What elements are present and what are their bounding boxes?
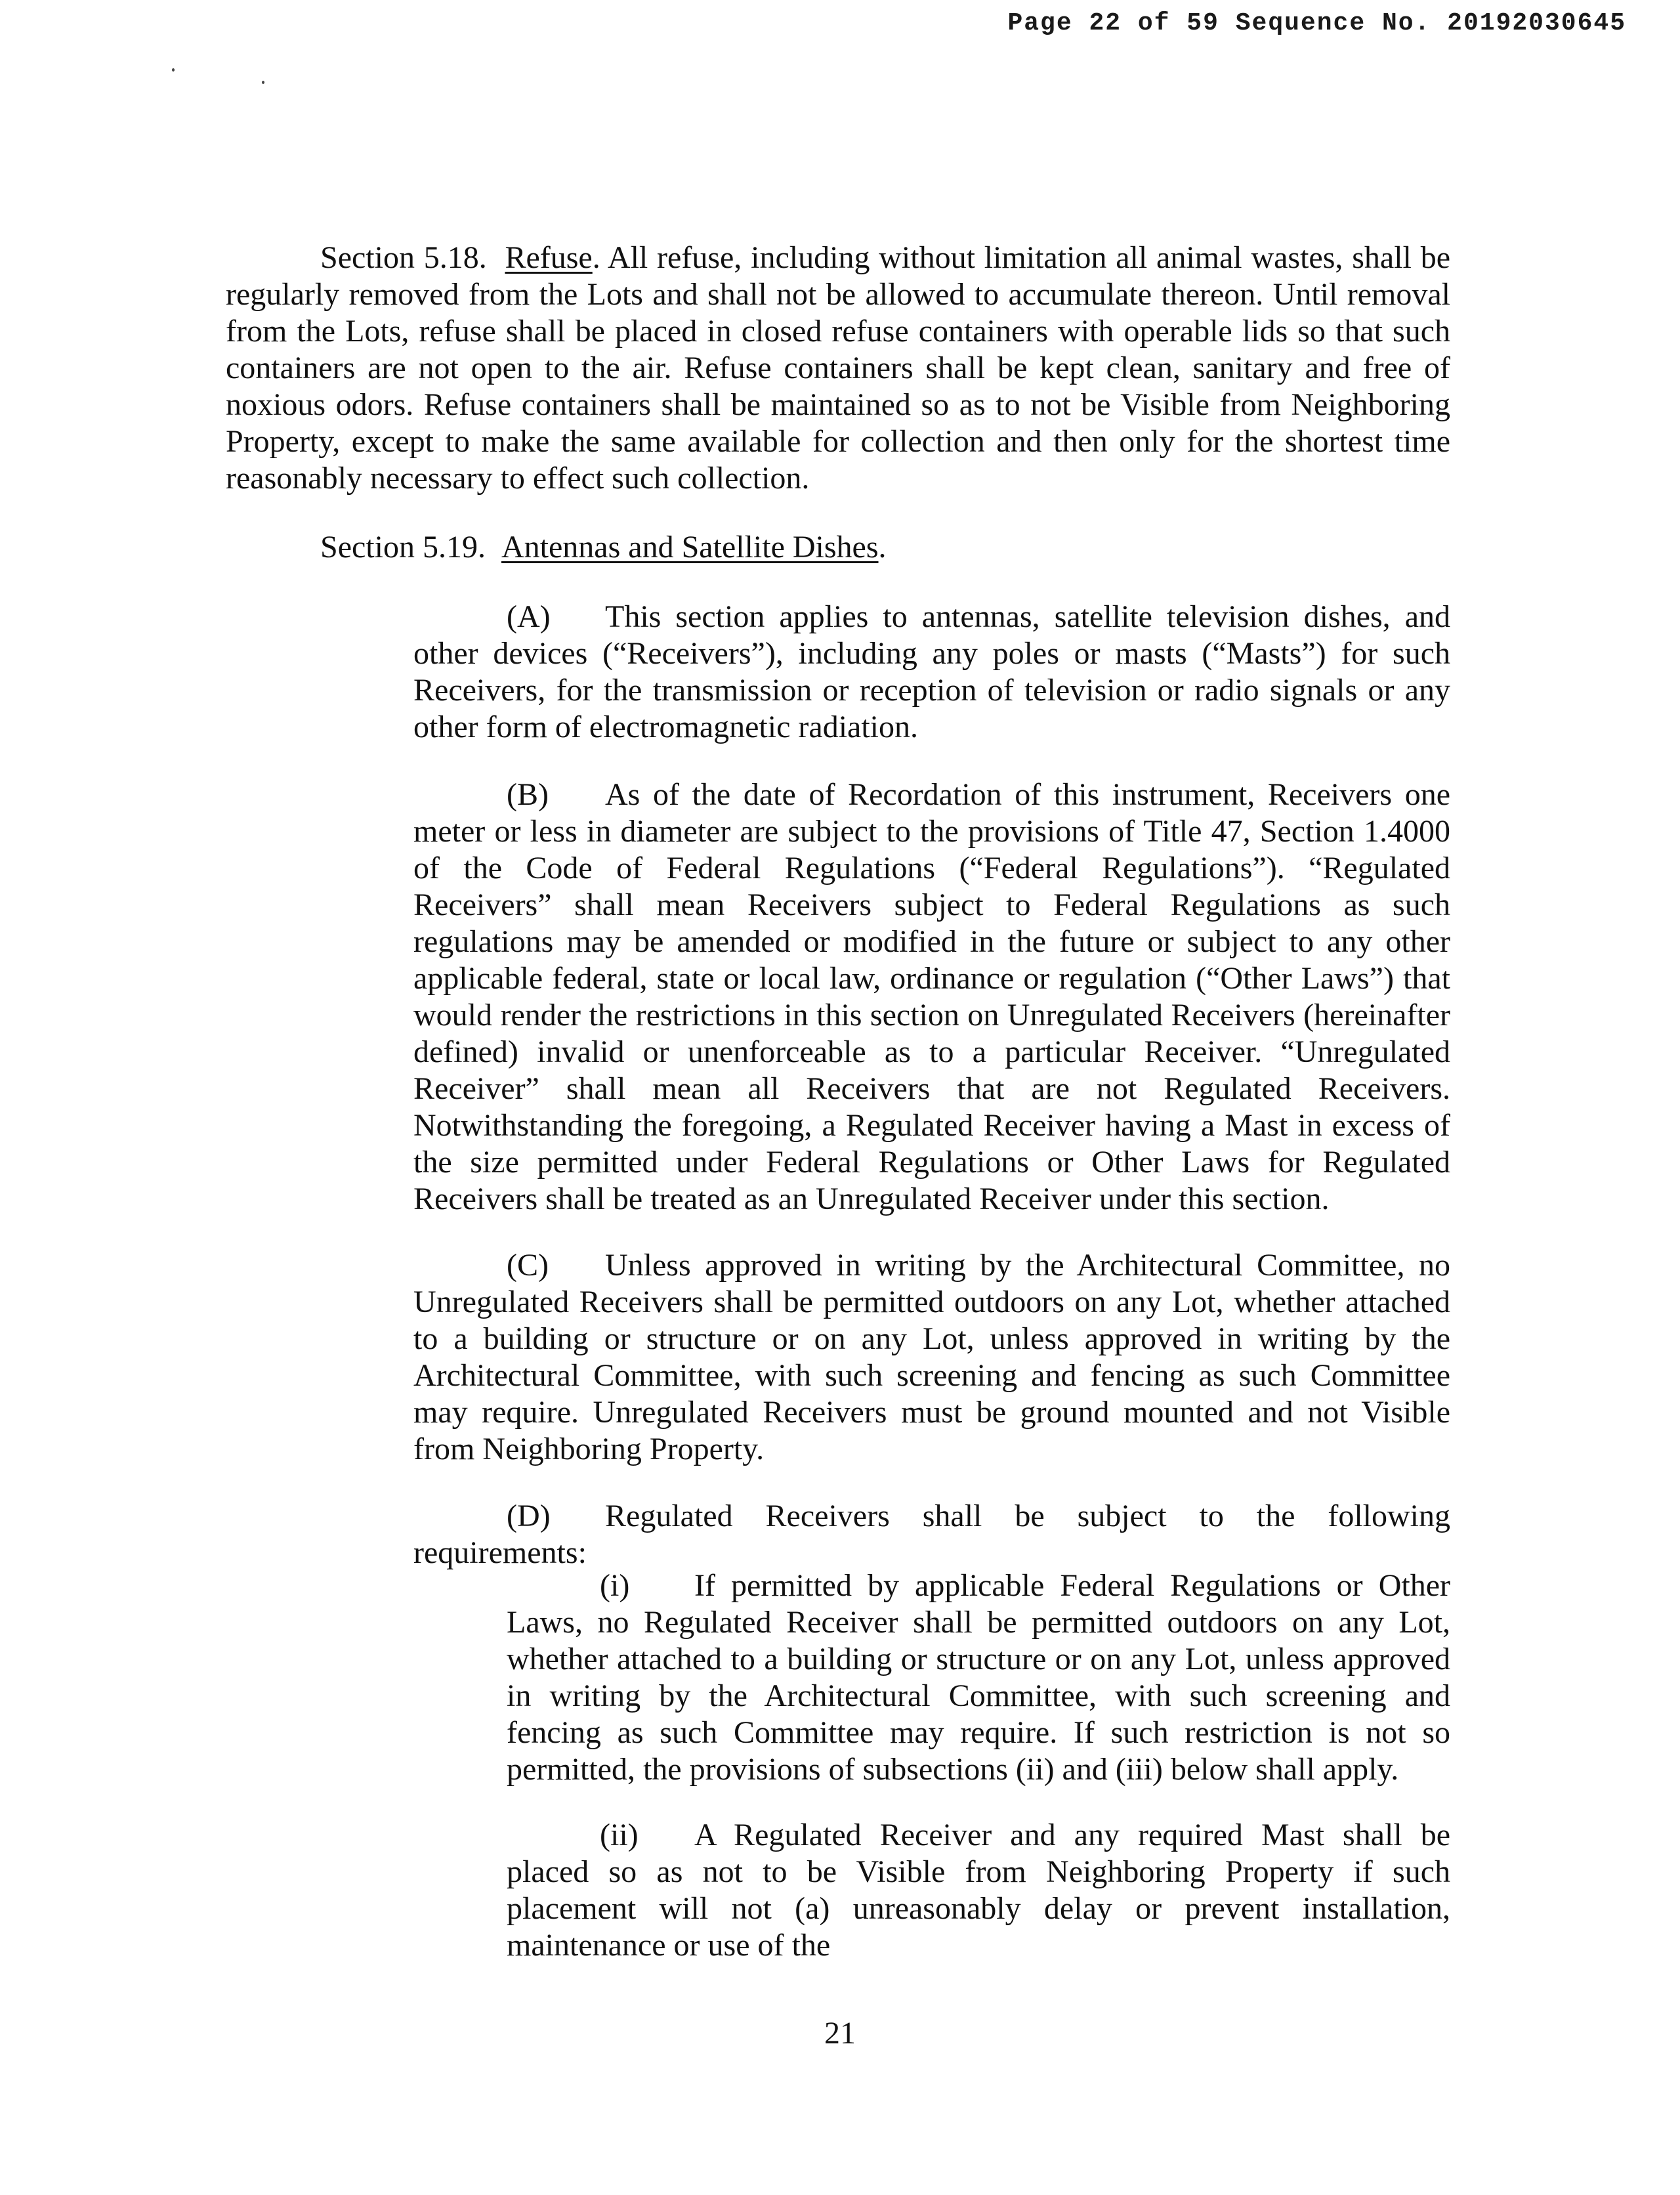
- subsection-body: As of the date of Recordation of this instrument, Receivers one meter or less in diameter are subject to the provisions of Title 47, Section 1.4000 of the Code of Federal Regulations (“Federal Regulations”). “Regulated Receivers” shall mean Receivers subject to Federal Regulations as such regulations may be amended or modified in the future or subject to any other applicable federal, state or local law, ordinance or regulation (“Other Laws”) that would render the restrictions in this section on Unregulated Receivers (hereinafter defined) invalid or unenforceable as to a particular Receiver. “Unregulated Receiver” shall mean all Receivers that are not Regulated Receivers. Notwithstanding the foregoing, a Regulated Receiver having a Mast in excess of the size permitted under Federal Regulations or Other Laws for Regulated Receivers shall be treated as an Unregulated Receiver under this section.: [413, 777, 1450, 1216]
- scan-speck: [172, 68, 175, 72]
- subsection-d-ii: [507, 1817, 1450, 1964]
- subsection-body: This section applies to antennas, satellite television dishes, and other devices (“Receivers”), including any poles or masts (“Masts”) for such Receivers, for the transmission or reception of television or radio signals or any other form of electromagnetic radiation.: [413, 599, 1450, 744]
- subsection-label: (C): [507, 1248, 549, 1283]
- subsection-d-i: [507, 1567, 1450, 1788]
- scan-speck: [262, 81, 264, 84]
- subsection-b: [413, 777, 1450, 1218]
- subsection-d: [413, 1498, 1450, 1571]
- subsection-label: (B): [507, 777, 549, 812]
- section-5-19-heading: [320, 529, 1436, 566]
- subsection-label: (D): [507, 1499, 551, 1533]
- section-5-18: [226, 240, 1450, 497]
- page-number: 21: [824, 2016, 856, 2051]
- section-body: . All refuse, including without limitation all animal wastes, shall be regularly removed from the Lots and shall not be allowed to accumulate thereon. Until removal from the Lots, refuse shall be placed in closed refuse containers with operable lids so that such containers are not open to the air. Refuse containers shall be kept clean, sanitary and free of noxious odors. Refuse containers shall be maintained so as to not be Visible from Neighboring Property, except to make the same available for collection and then only for the shortest time reasonably necessary to effect such collection.: [226, 240, 1451, 496]
- subsection-c: [413, 1247, 1450, 1468]
- section-title-suffix: .: [878, 530, 887, 565]
- subsection-label: (i): [600, 1568, 630, 1603]
- section-title: Antennas and Satellite Dishes: [501, 530, 879, 565]
- subsection-body: A Regulated Receiver and any required Mast shall be placed so as not to be Visible from Neighboring Property if such placement will not (a) unreasonably delay or prevent installation, maintenance or use of the: [507, 1818, 1450, 1963]
- subsection-label: (A): [507, 599, 551, 634]
- subsection-a: [413, 599, 1450, 746]
- subsection-body: Regulated Receivers shall be subject to the following requirements:: [413, 1499, 1450, 1570]
- page-header: Page 22 of 59 Sequence No. 20192030645: [1007, 9, 1626, 37]
- section-number: Section 5.19.: [320, 530, 486, 565]
- subsection-body: Unless approved in writing by the Architectural Committee, no Unregulated Receivers shall be permitted outdoors on any Lot, whether attached to a building or structure or on any Lot, unless approved in writing by the Architectural Committee, with such screening and fencing as such Committee may require. Unregulated Receivers must be ground mounted and not Visible from Neighboring Property.: [413, 1248, 1450, 1466]
- section-title: Refuse: [505, 240, 593, 275]
- section-number: Section 5.18.: [320, 240, 487, 275]
- subsection-label: (ii): [600, 1818, 639, 1852]
- subsection-body: If permitted by applicable Federal Regulations or Other Laws, no Regulated Receiver shall be permitted outdoors on any Lot, whether attached to a building or structure or on any Lot, unless approved in writing by the Architectural Committee, with such screening and fencing as such Committee may require. If such restriction is not so permitted, the provisions of subsections (ii) and (iii) below shall apply.: [507, 1568, 1450, 1787]
